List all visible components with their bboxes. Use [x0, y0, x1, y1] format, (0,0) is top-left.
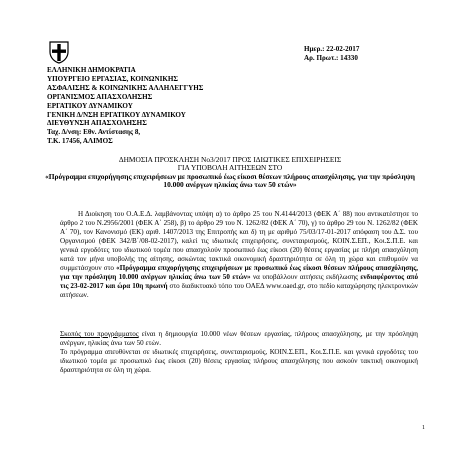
title-line-1: ΔΗΜΟΣΙΑ ΠΡΟΣΚΛΗΣΗ Νο3/2017 ΠΡΟΣ ΙΔΙΩΤΙΚΕΣ ΕΠΙΧΕΙΡΗΣΕΙΣ [118, 155, 342, 164]
title-line-2: ΓΙΑ ΥΠΟΒΟΛΗ ΑΙΤΗΣΕΩΝ ΣΤΟ [177, 163, 283, 173]
application-period: ενδιαφέροντος από τις 23-02-2017 και ώρα 10η πρωινή [60, 272, 418, 290]
reference-block [304, 45, 359, 62]
document-title [40, 156, 420, 189]
intro-text: Η Διοίκηση του Ο.Α.Ε.Δ. λαμβάνοντας υπόψη α) το άρθρο 25 του Ν.4144/2013 (ΦΕΚ Α΄ 88) που αντικατέστησε το άρθρο 2 του Ν.2956/2001 (ΦΕΚ Α΄ 258), β) το άρθρο 29 του Ν. 1262/82 (ΦΕΚ Α΄ 70), γ) το άρθρο 29 του Ν. 1262/82 (ΦΕΚ Α΄ 70), τον Κανονισμό (ΕΚ) αριθ. 1407/2013 της Επιτροπής και δ) τη με αριθμό 75/03/17-01-2017 απόφαση του Δ.Σ. του Οργανισμού (ΦΕΚ 342/Β΄/08-02-2017), καλεί τις ιδιωτικές επιχειρήσεις, συνεταιρισμούς, ΚΟΙΝ.Σ.ΕΠ., Κοι.Σ.Π.Ε. και γενικά εργοδότες του ιδιωτικού τομέα που απασχολούν προσωπικό έως είκοσι (20) θέσεις εργασίας με πλήρη απασχόληση κατά τον μήνα υποβολής της αίτησης, ασκώντας τακτικά οικονομική δραστηριότητα σε όλη τη χώρα και επιθυμούν να συμμετάσχουν στο [60, 210, 418, 272]
org-line: ΑΣΦΑΛΙΣΗΣ & ΚΟΙΝΩΝΙΚΗΣ ΑΛΛΗΛΕΓΓΥΗΣ [47, 83, 204, 92]
program-title: «Πρόγραμμα επιχορήγησης επιχειρήσεων με προσωπικό έως είκοσι θέσεων πλήρους απασχόλησης, για την πρόσληψη 10.000 ανέργων ηλικίας άνω των 50 ετών» [45, 171, 415, 189]
purpose-section [60, 330, 418, 375]
intro-paragraph [60, 210, 418, 300]
issuing-authority-block [47, 66, 203, 146]
greek-coat-of-arms-icon [48, 40, 70, 64]
org-line: ΕΛΛΗΝΙΚΗ ΔΗΜΟΚΡΑΤΙΑ [47, 66, 136, 74]
org-line: ΕΡΓΑΤΙΚΟΥ ΔΥΝΑΜΙΚΟΥ [47, 101, 133, 110]
protocol-number: Αρ. Πρωτ.: 14330 [304, 53, 358, 62]
org-line: ΔΙΕΥΘΥΝΣΗ ΑΠΑΣΧΟΛΗΣΗΣ [47, 119, 147, 128]
org-line: ΥΠΟΥΡΓΕΙΟ ΕΡΓΑΣΙΑΣ, ΚΟΙΝΩΝΙΚΗΣ [47, 74, 179, 83]
purpose-heading: Σκοπός του προγράμματος [60, 330, 139, 338]
postcode-line: Τ.Κ. 17456, ΑΛΙΜΟΣ [47, 137, 113, 146]
org-line: ΟΡΓΑΝΙΣΜΟΣ ΑΠΑΣΧΟΛΗΣΗΣ [47, 92, 153, 101]
purpose-text: Το πρόγραμμα απευθύνεται σε ιδιωτικές επιχειρήσεις, συνεταιρισμούς, ΚΟΙΝ.Σ.ΕΠ., Κοι.Σ.Π.Ε. και γενικά εργοδότες του ιδιωτικού τομέα με προσωπικό έως είκοσι (20) θέσεις εργασίας πλήρους απασχόλησης που ασκούν τακτική οικονομική δραστηριότητα σε όλη τη χώρα. [60, 347, 418, 374]
program-name: «Πρόγραμμα επιχορήγησης επιχειρήσεων με προσωπικό έως είκοσι θέσεων πλήρους απασχόλησης, για την πρόσληψη 10.000 ανέργων ηλικίας άνω των 50 ετών» [60, 263, 418, 281]
purpose-text: είναι η δημιουργία 10.000 νέων θέσεων εργασίας, πλήρους απασχόλησης, με την πρόσληψη ανέργων, ηλικίας άνω των 50 ετών. [60, 330, 418, 347]
intro-text: να υποβάλλουν αιτήσεις εκδήλωσης [250, 272, 361, 281]
intro-text: στο διαδικτυακό τόπο του ΟΑΕΔ www.oaed.gr, στο πεδίο καταχώρησης ηλεκτρονικών αιτήσεων. [60, 281, 418, 299]
page-number: 1 [422, 425, 425, 431]
document-date: Ημερ.: 22-02-2017 [304, 45, 360, 53]
org-line: ΓΕΝΙΚΗ Δ/ΝΣΗ ΕΡΓΑΤΙΚΟΥ ΔΥΝΑΜΙΚΟΥ [47, 110, 186, 119]
address-line: Ταχ. Δ/νση: Εθν. Αντίστασης 8, [47, 128, 141, 137]
